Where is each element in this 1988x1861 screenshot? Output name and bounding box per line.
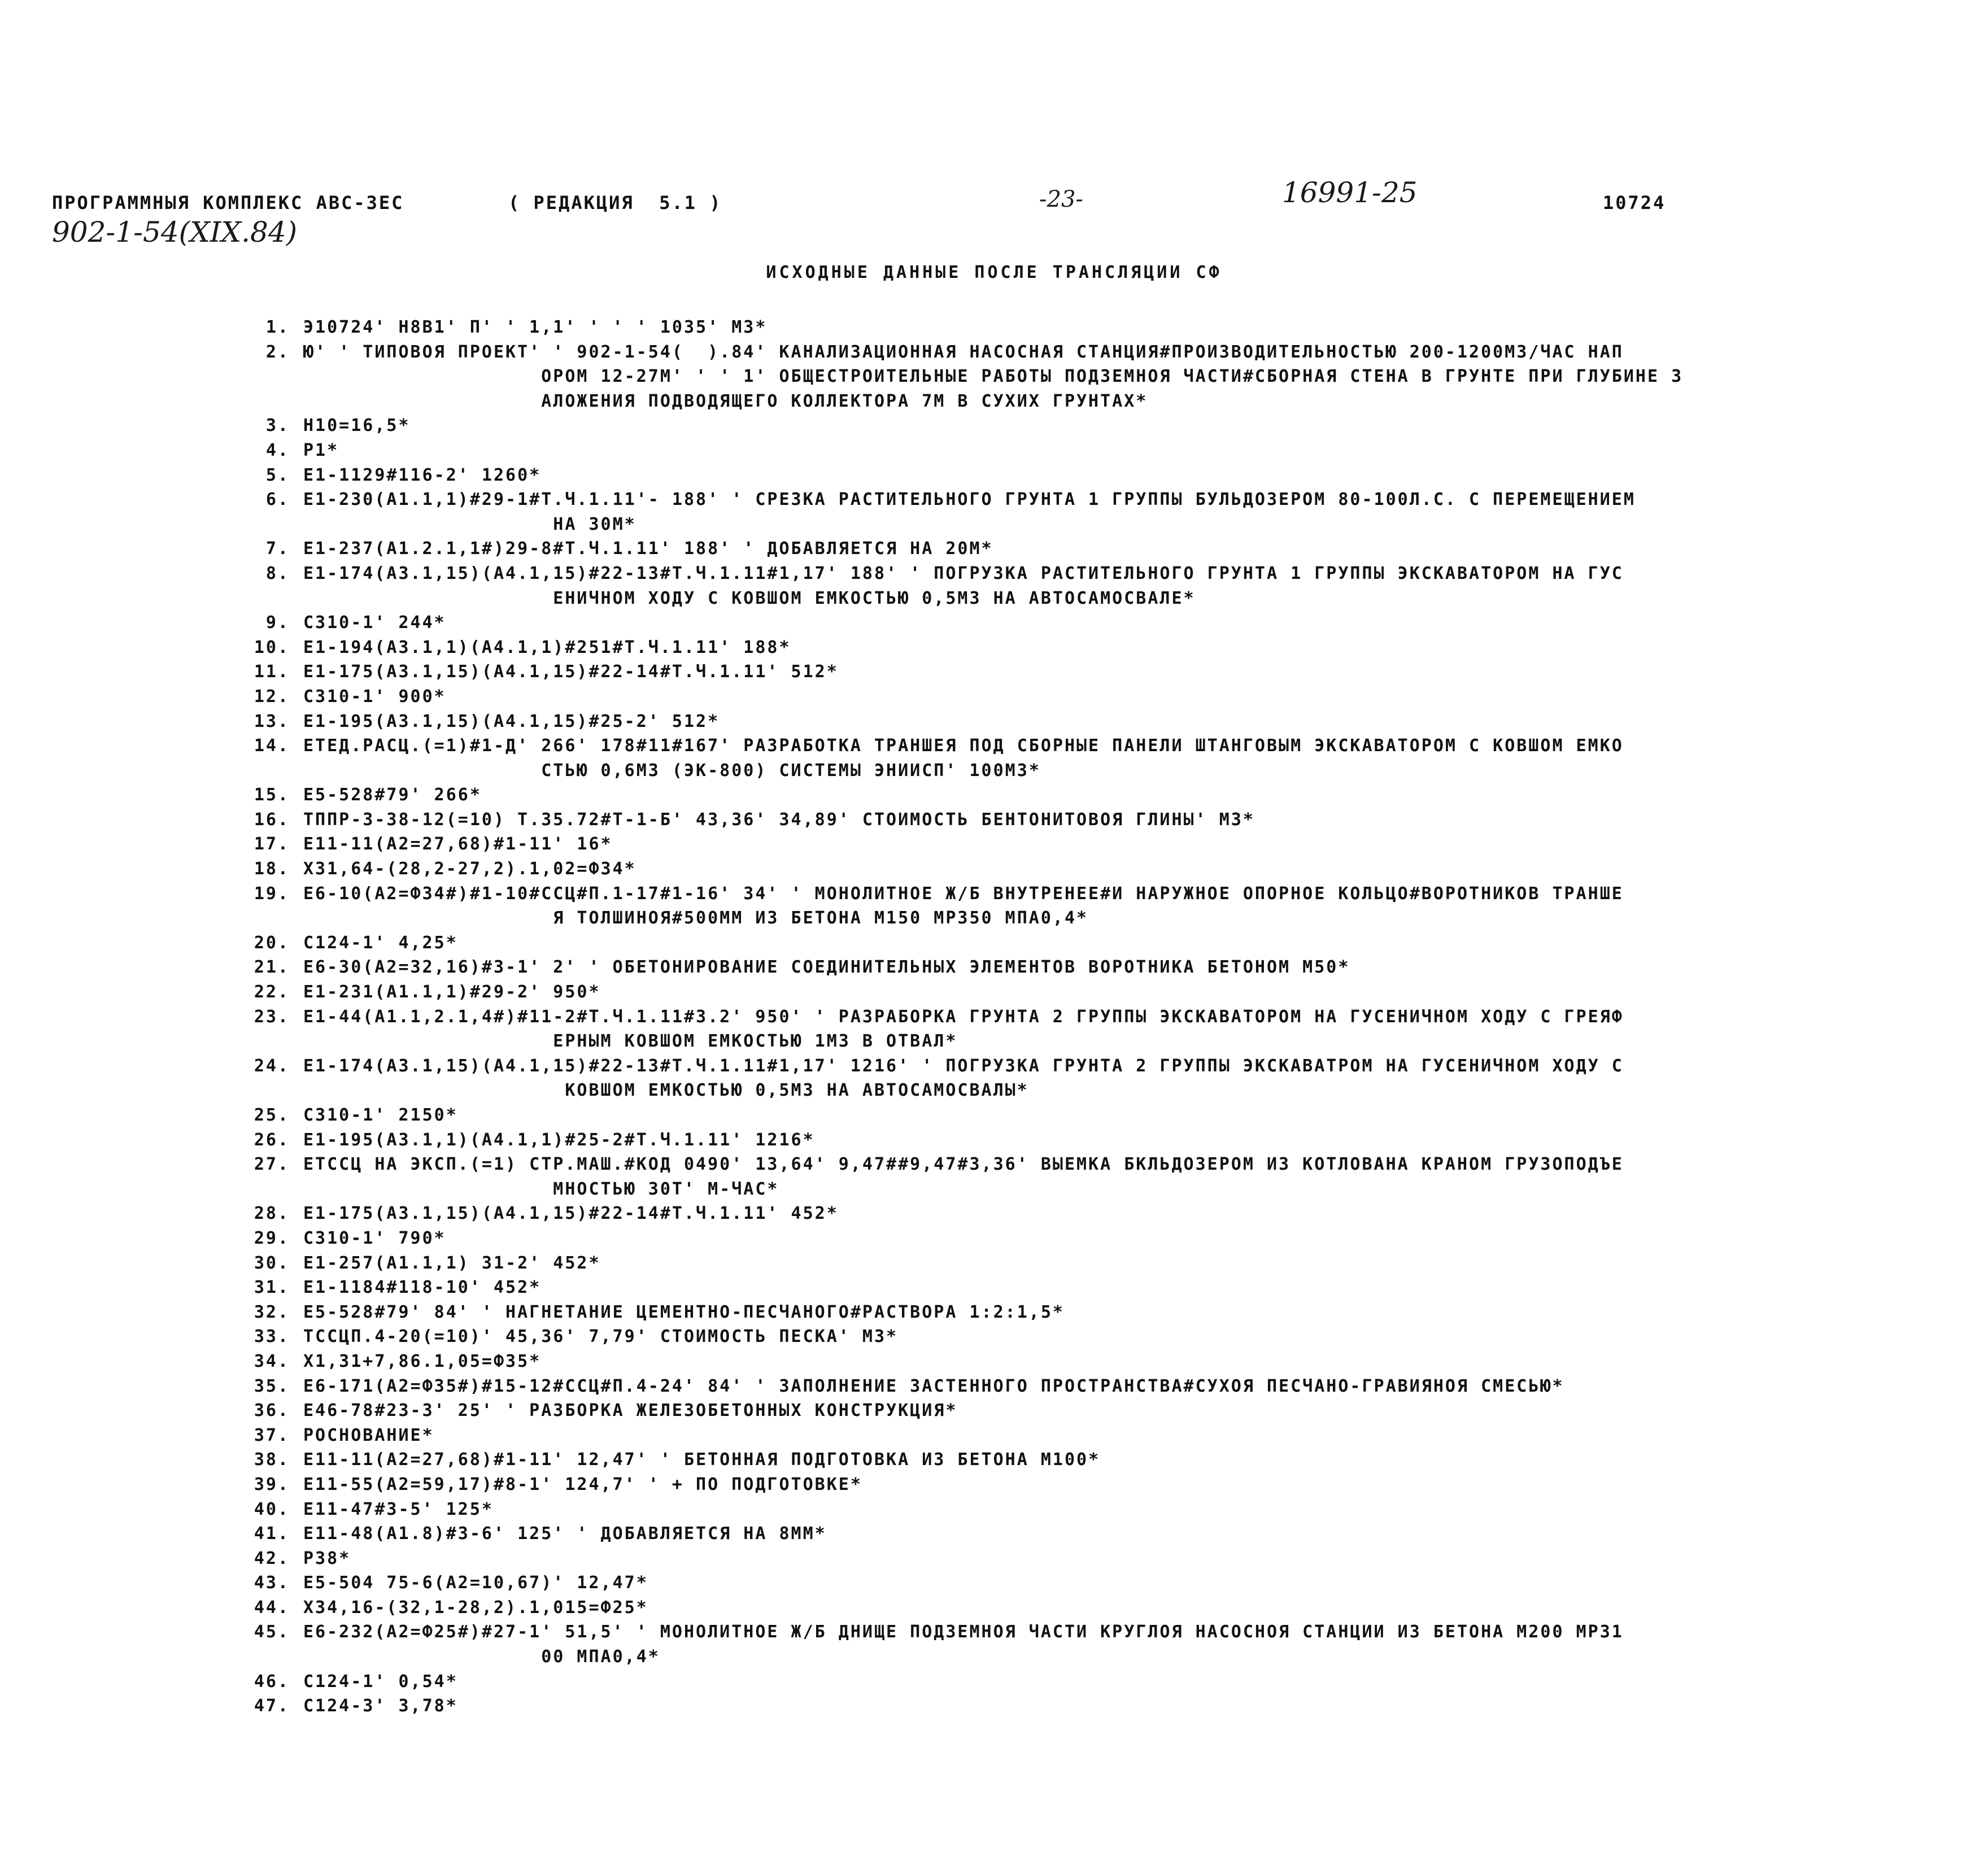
entries-list xyxy=(240,315,1934,1719)
entry-line: Я ТОЛШИНОЯ#500ММ ИЗ БЕТОНА М150 МР350 МПА0,4* xyxy=(303,908,1089,929)
entry-line: Е1-174(А3.1,15)(А4.1,15)#22-13#Т.Ч.1.11#1,17' 1216' ' ПОГРУЗКА ГРУНТА 2 ГРУППЫ ЭКСКАВАТРОМ НА ГУСЕНИЧНОМ ХОДУ С xyxy=(303,1056,1624,1076)
entry-text xyxy=(303,857,636,882)
entry-text xyxy=(303,734,1624,783)
entry-line: Е1-175(А3.1,15)(А4.1,15)#22-14#Т.Ч.1.11' 452* xyxy=(303,1204,839,1224)
entry-line: Е11-11(А2=27,68)#1-11' 12,47' ' БЕТОННАЯ ПОДГОТОВКА ИЗ БЕТОНА М100* xyxy=(303,1450,1101,1470)
list-item xyxy=(240,931,1934,956)
entry-number: 17. xyxy=(254,834,290,855)
entry-text xyxy=(303,660,839,685)
entry-line: Е1-195(А3.1,15)(А4.1,15)#25-2' 512* xyxy=(303,711,720,731)
entry-number: 7. xyxy=(265,539,290,559)
entry-line: НА 30М* xyxy=(303,514,636,534)
entry-number: 42. xyxy=(254,1548,290,1568)
list-item xyxy=(240,635,1934,660)
entry-line: ЕТЕД.РАСЦ.(=1)#1-Д' 266' 178#11#167' РАЗРАБОТКА ТРАНШЕЯ ПОД СБОРНЫЕ ПАНЕЛИ ШТАНГОВЫМ ЭКСКАВАТОРОМ С КОВШОМ ЕМКО xyxy=(303,736,1624,756)
page-title: ИСХОДНЫЕ ДАННЫЕ ПОСЛЕ ТРАНСЛЯЦИИ СФ xyxy=(766,263,1222,282)
entry-text xyxy=(303,1349,541,1374)
entry-line: ТССЦП.4-20(=10)' 45,36' 7,79' СТОИМОСТЬ ПЕСКА' М3* xyxy=(303,1327,899,1347)
entry-text xyxy=(303,1103,458,1128)
entry-line: С124-1' 0,54* xyxy=(303,1671,458,1692)
entry-line: ЕРНЫМ КОВШОМ ЕМКОСТЬЮ 1М3 В ОТВАЛ* xyxy=(303,1031,958,1052)
entry-line: СТЬЮ 0,6М3 (ЭК-800) СИСТЕМЫ ЭНИИСП' 100М3* xyxy=(303,760,1041,781)
entry-line: С124-3' 3,78* xyxy=(303,1696,458,1716)
list-item xyxy=(240,1596,1934,1620)
entry-line: Е1-1184#118-10' 452* xyxy=(303,1278,542,1298)
entry-text xyxy=(303,1201,839,1226)
entry-line: С124-1' 4,25* xyxy=(303,932,458,953)
entry-number: 45. xyxy=(254,1622,290,1642)
entry-text xyxy=(303,487,1636,537)
entry-line: ОРОМ 12-27М' ' ' 1' ОБЩЕСТРОИТЕЛЬНЫЕ РАБОТЫ ПОДЗЕМНОЯ ЧАСТИ#СБОРНАЯ СТЕНА В ГРУНТЕ ПРИ ГЛУБИНЕ З xyxy=(303,367,1684,387)
list-item xyxy=(240,1324,1934,1349)
list-item xyxy=(240,1546,1934,1571)
entry-line: Е1-194(А3.1,1)(А4.1,1)#251#Т.Ч.1.11' 188* xyxy=(303,637,791,657)
list-item xyxy=(240,1251,1934,1276)
entry-text xyxy=(303,1448,1100,1472)
list-item xyxy=(240,463,1934,488)
list-item xyxy=(240,1472,1934,1497)
entry-number: 3. xyxy=(265,416,290,436)
entry-number: 32. xyxy=(254,1302,290,1322)
entry-text xyxy=(303,1497,494,1522)
list-item xyxy=(240,1226,1934,1251)
entry-text xyxy=(303,463,541,488)
entry-line: Е1-231(А1.1,1)#29-2' 950* xyxy=(303,982,601,1003)
entry-line: Е46-78#23-3' 25' ' РАЗБОРКА ЖЕЛЕЗОБЕТОННЫХ КОНСТРУКЦИЯ* xyxy=(303,1401,958,1421)
entry-number: 20. xyxy=(254,932,290,953)
entry-text xyxy=(303,955,1350,980)
list-item xyxy=(240,783,1934,808)
list-item xyxy=(240,1201,1934,1226)
entry-text xyxy=(303,808,1255,833)
entry-line: Х1,31+7,86.1,05=Ф35* xyxy=(303,1351,542,1371)
list-item xyxy=(240,709,1934,734)
entry-number: 1. xyxy=(265,317,290,337)
entry-line: Р38* xyxy=(303,1548,351,1568)
entry-line: Е6-232(А2=Ф25#)#27-1' 51,5' ' МОНОЛИТНОЕ Ж/Б ДНИЩЕ ПОДЗЕМНОЯ ЧАСТИ КРУГЛОЯ НАСОСНОЯ СТАНЦИИ ИЗ БЕТОНА М200 МР31 xyxy=(303,1622,1624,1642)
entry-line: Х31,64-(28,2-27,2).1,02=Ф34* xyxy=(303,859,636,879)
entry-text xyxy=(303,1472,862,1497)
entry-text xyxy=(303,980,601,1005)
entry-line: Е1-44(А1.1,2.1,4#)#11-2#Т.Ч.1.11#3.2' 950' ' РАЗРАБОРКА ГРУНТА 2 ГРУППЫ ЭКСКАВАТОРОМ НА ГУСЕНИЧНОМ ХОДУ С ГРЕЯФ xyxy=(303,1006,1624,1027)
entry-text xyxy=(303,1054,1624,1103)
handwritten-code: 16991-25 xyxy=(1282,176,1418,209)
entry-number: 29. xyxy=(254,1228,290,1248)
list-item xyxy=(240,1349,1934,1374)
entry-number: 24. xyxy=(254,1056,290,1076)
entry-text xyxy=(303,1300,1065,1325)
entry-number: 18. xyxy=(254,859,290,879)
list-item xyxy=(240,1300,1934,1325)
entry-line: Е6-10(А2=Ф34#)#1-10#ССЦ#П.1-17#1-16' 34' ' МОНОЛИТНОЕ Ж/Б ВНУТРЕНЕЕ#И НАРУЖНОЕ ОПОРНОЕ КОЛЬЦО#ВОРОТНИКОВ ТРАНШЕ xyxy=(303,883,1624,904)
entry-text xyxy=(303,685,446,709)
entry-line: Р1* xyxy=(303,440,339,460)
list-item xyxy=(240,340,1934,414)
entry-line: Ю' ' ТИПОВОЯ ПРОЕКТ' ' 902-1-54( ).84' КАНАЛИЗАЦИОННАЯ НАСОСНАЯ СТАНЦИЯ#ПРОИЗВОДИТЕЛЬНОСТЬЮ 200-1200М3/ЧАС НАП xyxy=(303,342,1624,362)
entry-number: 35. xyxy=(254,1376,290,1396)
entry-number: 9. xyxy=(265,613,290,633)
list-item xyxy=(240,1423,1934,1448)
entry-text xyxy=(303,783,482,808)
entry-text xyxy=(303,1571,648,1596)
entry-text xyxy=(303,1275,541,1300)
entry-text xyxy=(303,561,1624,611)
entry-number: 10. xyxy=(254,637,290,657)
entry-line: Е1-175(А3.1,15)(А4.1,15)#22-14#Т.Ч.1.11' 512* xyxy=(303,662,839,682)
entry-line: Е1-174(А3.1,15)(А4.1,15)#22-13#Т.Ч.1.11#1,17' 188' ' ПОГРУЗКА РАСТИТЕЛЬНОГО ГРУНТА 1 ГРУППЫ ЭКСКАВАТОРОМ НА ГУС xyxy=(303,563,1624,583)
entry-text xyxy=(303,1596,648,1620)
entry-number: 12. xyxy=(254,686,290,707)
entry-line: Е11-55(А2=59,17)#8-1' 124,7' ' + ПО ПОДГОТОВКЕ* xyxy=(303,1474,862,1494)
entry-line: Е5-504 75-6(А2=10,67)' 12,47* xyxy=(303,1573,648,1593)
entry-number: 28. xyxy=(254,1204,290,1224)
list-item xyxy=(240,487,1934,537)
entry-text xyxy=(303,931,458,956)
entry-number: 15. xyxy=(254,785,290,805)
list-item xyxy=(240,882,1934,931)
entry-text xyxy=(303,1423,434,1448)
entry-line: Е1-230(А1.1,1)#29-1#Т.Ч.1.11'- 188' ' СРЕЗКА РАСТИТЕЛЬНОГО ГРУНТА 1 ГРУППЫ БУЛЬДОЗЕРОМ 80-100Л.С. С ПЕРЕМЕЩЕНИЕМ xyxy=(303,490,1636,510)
entry-number: 46. xyxy=(254,1671,290,1692)
document-number: 10724 xyxy=(1603,192,1666,213)
entry-text xyxy=(303,1694,458,1719)
list-item xyxy=(240,685,1934,709)
entry-line: ЕТССЦ НА ЭКСП.(=1) СТР.МАШ.#КОД 0490' 13,64' 9,47##9,47#3,36' ВЫЕМКА БКЛЬДОЗЕРОМ ИЗ КОТЛОВАНА КРАНОМ ГРУЗОПОДЪЕ xyxy=(303,1154,1624,1175)
list-item xyxy=(240,1522,1934,1546)
entry-text xyxy=(303,1005,1624,1054)
list-item xyxy=(240,1448,1934,1472)
list-item xyxy=(240,1620,1934,1669)
entry-text xyxy=(303,1620,1624,1669)
entry-number: 19. xyxy=(254,883,290,904)
entry-text xyxy=(303,537,993,561)
list-item xyxy=(240,1152,1934,1201)
entry-line: Е5-528#79' 266* xyxy=(303,785,482,805)
list-item xyxy=(240,413,1934,438)
entry-number: 16. xyxy=(254,809,290,830)
entry-number: 5. xyxy=(265,465,290,485)
entry-text xyxy=(303,1374,1564,1399)
entry-number: 31. xyxy=(254,1278,290,1298)
entry-line: ЕНИЧНОМ ХОДУ С КОВШОМ ЕМКОСТЬЮ 0,5М3 НА АВТОСАМОСВАЛЕ* xyxy=(303,588,1196,608)
entry-text xyxy=(303,1128,815,1153)
entry-line: РОСНОВАНИЕ* xyxy=(303,1425,434,1445)
entry-line: Е1-1129#116-2' 1260* xyxy=(303,465,542,485)
entry-line: 00 МПА0,4* xyxy=(303,1647,660,1667)
entry-number: 34. xyxy=(254,1351,290,1371)
entry-line: С310-1' 790* xyxy=(303,1228,446,1248)
list-item xyxy=(240,808,1934,833)
entry-number: 2. xyxy=(265,342,290,362)
entry-line: КОВШОМ ЕМКОСТЬЮ 0,5М3 НА АВТОСАМОСВАЛЫ* xyxy=(303,1080,1029,1101)
entry-number: 26. xyxy=(254,1130,290,1150)
entry-text xyxy=(303,1251,601,1276)
entry-number: 33. xyxy=(254,1327,290,1347)
entry-text xyxy=(303,1226,446,1251)
entry-text xyxy=(303,340,1683,414)
entry-line: Э10724' Н8В1' П' ' 1,1' ' ' ' 1035' М3* xyxy=(303,317,768,337)
entry-number: 8. xyxy=(265,563,290,583)
entry-text xyxy=(303,882,1624,931)
entry-text xyxy=(303,1546,351,1571)
entry-number: 6. xyxy=(265,490,290,510)
entry-number: 36. xyxy=(254,1401,290,1421)
entry-line: Е1-257(А1.1,1) 31-2' 452* xyxy=(303,1253,601,1273)
entry-line: Е6-30(А2=32,16)#3-1' 2' ' ОБЕТОНИРОВАНИЕ СОЕДИНИТЕЛЬНЫХ ЭЛЕМЕНТОВ ВОРОТНИКА БЕТОНОМ М50* xyxy=(303,957,1350,978)
entry-line: АЛОЖЕНИЯ ПОДВОДЯЩЕГО КОЛЛЕКТОРА 7М В СУХИХ ГРУНТАХ* xyxy=(303,391,1148,411)
list-item xyxy=(240,1103,1934,1128)
entry-number: 38. xyxy=(254,1450,290,1470)
edition-label: ( РЕДАКЦИЯ 5.1 ) xyxy=(508,192,722,213)
entry-number: 23. xyxy=(254,1006,290,1027)
list-item xyxy=(240,561,1934,611)
entry-number: 27. xyxy=(254,1154,290,1175)
entry-line: Е11-11(А2=27,68)#1-11' 16* xyxy=(303,834,613,855)
list-item xyxy=(240,1398,1934,1423)
entry-text xyxy=(303,1522,827,1546)
entry-text xyxy=(303,1152,1624,1201)
program-name: ПРОГРАММНЫЯ КОМПЛЕКС АВС-ЗЕС xyxy=(52,192,404,213)
list-item xyxy=(240,1005,1934,1054)
entry-text xyxy=(303,413,411,438)
entry-text xyxy=(303,438,339,463)
entry-line: С310-1' 2150* xyxy=(303,1105,458,1125)
entry-line: Н10=16,5* xyxy=(303,416,411,436)
entry-number: 25. xyxy=(254,1105,290,1125)
entry-number: 47. xyxy=(254,1696,290,1716)
entry-number: 13. xyxy=(254,711,290,731)
entry-number: 40. xyxy=(254,1499,290,1519)
entry-line: Е1-237(А1.2.1,1#)29-8#Т.Ч.1.11' 188' ' ДОБАВЛЯЕТСЯ НА 20М* xyxy=(303,539,993,559)
entry-number: 21. xyxy=(254,957,290,978)
entry-text xyxy=(303,635,791,660)
list-item xyxy=(240,611,1934,635)
list-item xyxy=(240,1694,1934,1719)
list-item xyxy=(240,1670,1934,1694)
list-item xyxy=(240,857,1934,882)
entry-line: Е1-195(А3.1,1)(А4.1,1)#25-2#Т.Ч.1.11' 1216* xyxy=(303,1130,815,1150)
entry-number: 11. xyxy=(254,662,290,682)
list-item xyxy=(240,438,1934,463)
list-item xyxy=(240,537,1934,561)
entry-line: С310-1' 900* xyxy=(303,686,446,707)
entry-number: 44. xyxy=(254,1597,290,1618)
list-item xyxy=(240,1497,1934,1522)
list-item xyxy=(240,734,1934,783)
entry-text xyxy=(303,315,767,340)
entry-number: 14. xyxy=(254,736,290,756)
entry-number: 30. xyxy=(254,1253,290,1273)
entry-text xyxy=(303,709,720,734)
entry-text xyxy=(303,1670,458,1694)
list-item xyxy=(240,1275,1934,1300)
entry-line: Е11-48(А1.8)#3-6' 125' ' ДОБАВЛЯЕТСЯ НА 8ММ* xyxy=(303,1524,827,1544)
entry-number: 41. xyxy=(254,1524,290,1544)
list-item xyxy=(240,1128,1934,1153)
entry-text xyxy=(303,1324,898,1349)
list-item xyxy=(240,1054,1934,1103)
list-item xyxy=(240,955,1934,980)
entry-text xyxy=(303,1398,957,1423)
entry-line: Е11-47#3-5' 125* xyxy=(303,1499,494,1519)
entry-text xyxy=(303,832,613,857)
list-item xyxy=(240,315,1934,340)
entry-line: С310-1' 244* xyxy=(303,613,446,633)
entry-line: Е6-171(А2=Ф35#)#15-12#ССЦ#П.4-24' 84' ' ЗАПОЛНЕНИЕ ЗАСТЕННОГО ПРОСТРАНСТВА#СУХОЯ ПЕСЧАНО-ГРАВИЯНОЯ СМЕСЬЮ* xyxy=(303,1376,1564,1396)
entry-number: 22. xyxy=(254,982,290,1003)
entry-line: Е5-528#79' 84' ' НАГНЕТАНИЕ ЦЕМЕНТНО-ПЕСЧАНОГО#РАСТВОРА 1:2:1,5* xyxy=(303,1302,1065,1322)
entry-number: 37. xyxy=(254,1425,290,1445)
list-item xyxy=(240,1571,1934,1596)
entry-line: МНОСТЬЮ 30Т' М-ЧАС* xyxy=(303,1179,779,1199)
entry-number: 4. xyxy=(265,440,290,460)
entry-line: ТППР-3-38-12(=10) Т.35.72#Т-1-Б' 43,36' 34,89' СТОИМОСТЬ БЕНТОНИТОВОЯ ГЛИНЫ' М3* xyxy=(303,809,1255,830)
handwritten-project-code: 902-1-54(XIX.84) xyxy=(52,216,298,249)
entry-number: 39. xyxy=(254,1474,290,1494)
page-number: -23- xyxy=(1039,186,1083,212)
entry-number: 43. xyxy=(254,1573,290,1593)
list-item xyxy=(240,980,1934,1005)
list-item xyxy=(240,1374,1934,1399)
entry-line: Х34,16-(32,1-28,2).1,015=Ф25* xyxy=(303,1597,648,1618)
list-item xyxy=(240,832,1934,857)
list-item xyxy=(240,660,1934,685)
entry-text xyxy=(303,611,446,635)
